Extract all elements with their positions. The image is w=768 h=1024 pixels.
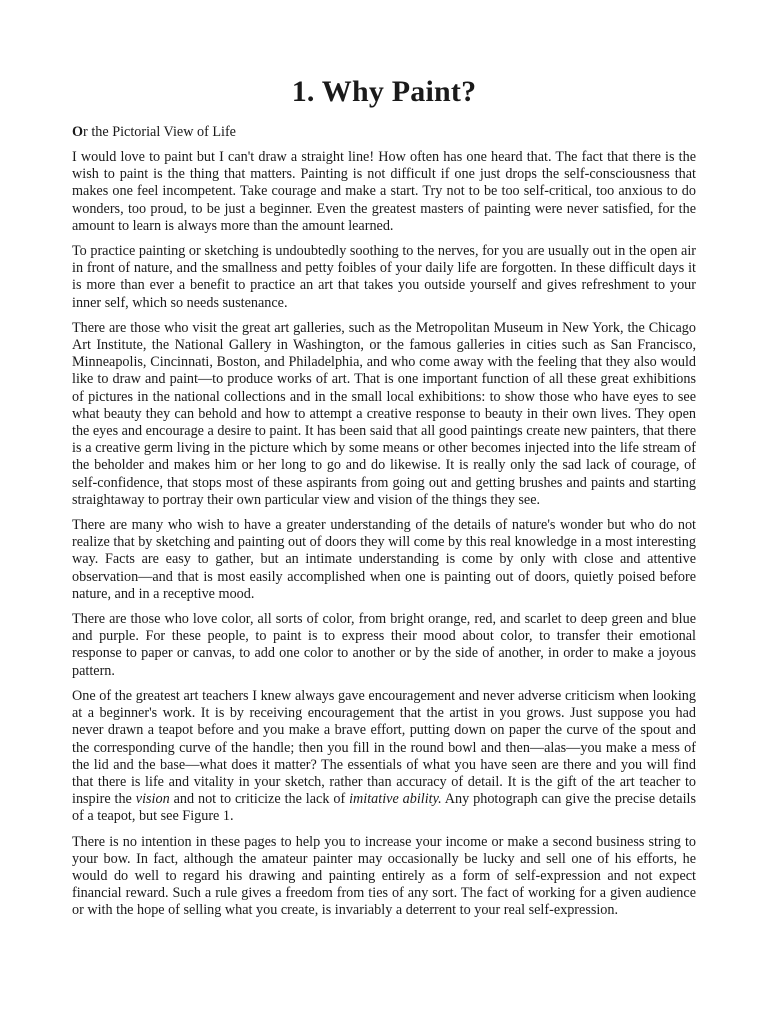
subtitle-text: r the Pictorial View of Life [83,124,236,140]
paragraph-4: There are many who wish to have a greater understanding of the details of nature's wonder but who do not realize that by sketching and painting out of doors they will come by this real knowledge in a most interesting way. Facts are easy to gather, but an intimate understanding is come by only with close and attentive observation—and that is most easily accomplished when one is painting out of doors, quietly poised before nature, and in a receptive mood. [72,517,696,602]
paragraph-6-text-c: Any photograph can give the precise details of a teapot, but see Figure 1. [72,791,696,825]
paragraph-6-emphasis-imitative: imitative ability. [349,791,442,808]
paragraph-3: There are those who visit the great art galleries, such as the Metropolitan Museum in New York, the Chicago Art Institute, the National Gallery in Washington, or the famous galleries in cities such as San Francisco, Minneapolis, Cincinnati, Boston, and Philadelphia, and who come away with the feeling that they also would like to draw and paint—to produce works of art. That is one important function of all these great exhibitions of pictures in the national collections and in the small local exhibitions: to show those who have eyes to see what beauty they can behold and how to attempt a creative response to beauty in their own lives. They open the eyes and encourage a desire to paint. It has been said that all good paintings create new painters, that there is a creative germ living in the picture which by some means or other becomes injected into the life stream of the beholder and makes him or her long to go and do likewise. It is really only the sad lack of courage, of self-confidence, that stops most of these aspirants from going out and getting brushes and paints and starting straightaway to portray their own particular view and vision of the things they see. [72,319,697,508]
subtitle-initial: O [72,124,84,140]
chapter-title: 1. Why Paint? [291,75,477,108]
paragraph-6-text-b: and not to criticize the lack of [169,791,350,808]
document-page [72,0,696,1024]
paragraph-1: I would love to paint but I can't draw a straight line! How often has one heard that. The fact that there is the wish to paint is the thing that matters. Painting is not difficult if one just drops the self-consciousness that makes one feel incompetent. Take courage and make a start. Try not to be too self-critical, too anxious to do wonders, too proud, to be just a beginner. Even the greatest masters of painting were never satisfied, for the amount to learn is always more than the amount learned. [72,149,696,234]
paragraph-6-emphasis-vision: vision [135,791,170,808]
paragraph-6-text-a: One of the greatest art teachers I knew always gave encouragement and never adverse criticism when looking at a beginner's work. It is by receiving encouragement that the artist in you grows. Just suppose you had never drawn a teapot before and you make a brave effort, putting down on paper the curve of the spout and the corresponding curve of the handle; then you fill in the round bowl and then—alas—you make a mess of the lid and the base—what does it matter? The essentials of what you have seen are there and you will find that there is life and vitality in your sketch, rather than accuracy of detail. It is the gift of the art teacher to inspire the [72,687,696,808]
paragraph-2: To practice painting or sketching is undoubtedly soothing to the nerves, for you are usually out in the open air in front of nature, and the smallness and petty foibles of your daily life are forgotten. In these difficult days it is more than ever a benefit to practice an art that takes you outside yourself and gives refreshment to your inner self, which so needs sustenance. [72,243,696,311]
chapter-subtitle [72,124,696,141]
paragraph-6 [72,688,696,826]
paragraph-5: There are those who love color, all sorts of color, from bright orange, red, and scarlet to deep green and blue and purple. For these people, to paint is to express their mood about color, to transfer their emotional response to paper or canvas, to add one color to another or by the side of another, in order to make a joyous pattern. [72,611,696,679]
paragraph-7: There is no intention in these pages to help you to increase your income or make a second business string to your bow. In fact, although the amateur painter may occasionally be lucky and sell one of his efforts, he would do well to regard his drawing and painting entirely as a form of self-expression and not expect financial reward. Such a rule gives a freedom from ties of any sort. The fact of working for a given audience or with the hope of selling what you create, is invariably a deterrent to your real self-expression. [72,833,696,919]
